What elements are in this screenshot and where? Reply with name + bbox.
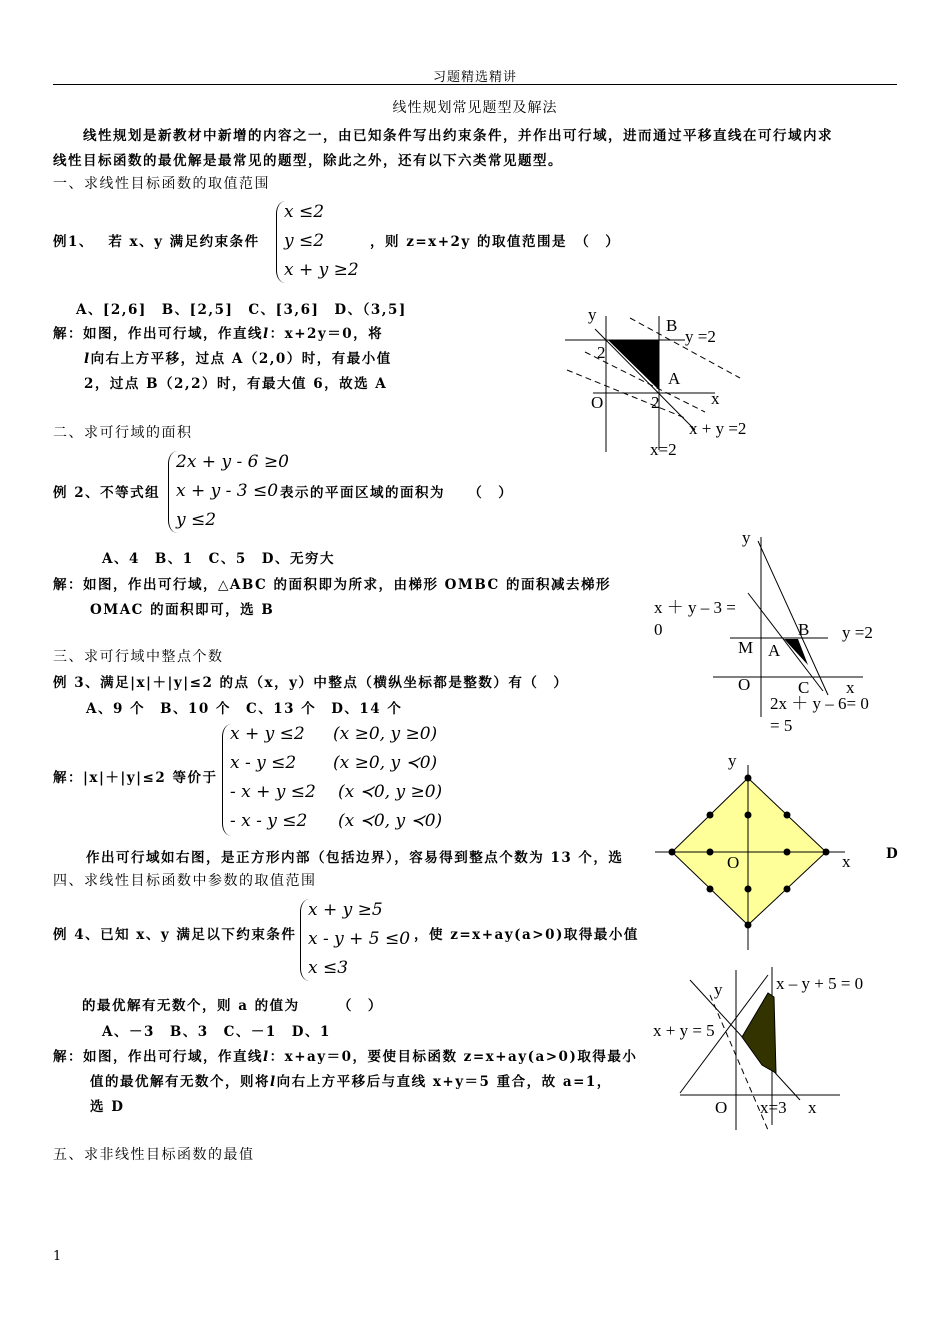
s2-solution-2: OMAC 的面积即可，选 B: [90, 602, 275, 618]
s4-solution-1: [53, 1045, 637, 1065]
s4-label-line3: x=3: [760, 1098, 787, 1117]
s4-eq-2: x - y + 5 ≤0: [308, 929, 411, 949]
s3-solution-2: 作出可行域如右图，是正方形内部（包括边界），容易得到整点个数为 13 个，选: [86, 850, 624, 866]
s1-label-linexy: x + y =2: [689, 419, 747, 438]
s3-eq-4: - x - y ≤2: [230, 811, 308, 831]
s4-options: A、－3 B、3 C、－1 D、1: [102, 1024, 331, 1040]
s2-label-a: A: [768, 641, 781, 660]
s1-label-b: B: [666, 316, 678, 335]
s1-figure: [555, 300, 795, 462]
pt-0-2: [745, 775, 752, 782]
s1-sol1b-text: ：x+2y＝0，将: [269, 326, 384, 342]
s4-sol1b-text: ：x+ay＝0，要使目标函数 z=x+ay(a>0)取得最小: [269, 1049, 638, 1065]
pt-1-0: [784, 849, 791, 856]
s1-sol1-text: 解：如图，作出可行域，作直线: [53, 326, 263, 342]
s1-example-tail: ，则 z=x+2y 的取值范围是 （ ）: [370, 234, 621, 250]
s1-sol1-l: l: [263, 326, 270, 342]
s1-label-2y: 2: [597, 343, 606, 362]
s1-eq-1: x ≤2: [284, 202, 325, 222]
s1-label-liney: y =2: [685, 327, 716, 346]
pt-2-0: [823, 849, 830, 856]
intro-line-1: 线性规划是新教材中新增的内容之一，由已知条件写出约束条件，并作出可行域，进而通过平移直线在可行域内求: [53, 128, 833, 144]
s2-heading: 二、求可行域的面积: [53, 425, 193, 441]
s4-example-tail: ，使 z=x+ay(a>0)取得最小值: [414, 927, 639, 943]
pt-0-m1: [745, 886, 752, 893]
pt-0-1: [745, 812, 752, 819]
s2-label-b: B: [798, 620, 810, 639]
s2-line-xy3: [748, 593, 823, 691]
s3-eq-1: x + y ≤2: [230, 724, 305, 744]
s2-line-2x: [758, 541, 828, 695]
s3-figure: [650, 745, 860, 955]
s3-label-x: x: [842, 852, 851, 871]
s4-figure: [650, 965, 890, 1135]
s3-heading: 三、求可行域中整点个数: [53, 649, 224, 665]
s2-label-c: C: [798, 678, 810, 697]
pt-m2-0: [669, 849, 676, 856]
s1-eq-3: x + y ≥2: [284, 260, 359, 280]
pt-1-1: [784, 812, 791, 819]
s4-example: 例 4、已知 x、y 满足以下约束条件: [53, 927, 297, 943]
s2-label-line2b: = 5: [770, 716, 793, 735]
s4-sol2a-text: 值的最优解有无数个，则将: [90, 1074, 270, 1090]
intro-line-2: 线性目标函数的最优解是最常见的题型，除此之外，还有以下六类常见题型。: [53, 153, 563, 169]
s2-eq-2: x + y - 3 ≤0: [176, 481, 279, 501]
s3-label-o: O: [727, 853, 740, 872]
s1-options: A、[2,6] B、[2,5] C、[3,6] D、（3,5]: [76, 302, 407, 318]
s1-label-2x: 2: [651, 393, 660, 412]
s4-solution-2: [90, 1070, 612, 1090]
s2-example-tail: 表示的平面区域的面积为 （ ）: [280, 485, 514, 501]
pt-1-m1: [784, 886, 791, 893]
s3-cond-2: (x ≥0, y ≺0): [333, 753, 438, 773]
s2-label-line1b: 0: [654, 620, 663, 639]
s3-label-y: y: [728, 751, 737, 770]
doc-title: 线性规划常见题型及解法: [392, 100, 558, 116]
s1-feasible-region: [608, 340, 659, 390]
s1-label-o: O: [591, 393, 604, 412]
s4-eq-1: x + y ≥5: [308, 900, 383, 920]
s2-options: A、4 B、1 C、5 D、无穷大: [102, 551, 336, 567]
s1-example: 例1、 若 x、y 满足约束条件: [53, 234, 260, 250]
s4-heading: 四、求线性目标函数中参数的取值范围: [53, 873, 317, 889]
s2-example: 例 2、不等式组: [53, 485, 161, 501]
s1-heading: 一、求线性目标函数的取值范围: [53, 176, 270, 192]
s1-solution-1: [53, 322, 383, 342]
s4-label-line2: x + y = 5: [653, 1021, 715, 1040]
s1-eq-2: y ≤2: [284, 231, 325, 251]
page-header: 习题精选精讲: [432, 70, 517, 85]
s2-solution-1: 解：如图，作出可行域，△ABC 的面积即为所求，由梯形 OMBC 的面积减去梯形: [53, 577, 611, 593]
s4-sol1-l: l: [263, 1049, 270, 1065]
s1-solution-2: [84, 347, 392, 367]
s1-sol2-l: l: [84, 351, 91, 367]
s3-example: 例 3、满足|x|＋|y|≤2 的点（x，y）中整点（横纵坐标都是整数）有（ ）: [53, 675, 569, 691]
s3-options: A、9 个 B、10 个 C、13 个 D、14 个: [86, 701, 403, 717]
s1-sol2-text: 向右上方平移，过点 A（2,0）时，有最小值: [90, 351, 392, 367]
s2-eq-1: 2x + y - 6 ≥0: [176, 452, 289, 472]
s4-example-2: 的最优解有无数个，则 a 的值为 （ ）: [82, 998, 383, 1014]
s2-label-liney: y =2: [842, 623, 873, 642]
page-number: 1: [53, 1249, 62, 1264]
s1-label-y: y: [588, 305, 597, 324]
s3-solution: 解：|x|＋|y|≤2 等价于: [53, 770, 218, 786]
s2-eq-3: y ≤2: [176, 510, 217, 530]
s3-eq-3: - x + y ≤2: [230, 782, 316, 802]
s2-label-x: x: [846, 678, 855, 697]
header-rule: [53, 84, 897, 85]
s3-solution-2-tail: D: [886, 846, 900, 862]
s1-solution-3: 2，过点 B（2,2）时，有最大值 6，故选 A: [84, 376, 388, 392]
s1-label-linex: x=2: [650, 440, 677, 459]
s4-sol2-l: l: [270, 1074, 277, 1090]
s2-label-m: M: [738, 638, 754, 657]
s3-cond-3: (x ≺0, y ≥0): [338, 782, 443, 802]
s2-figure: [648, 525, 898, 740]
pt-0-m2: [745, 922, 752, 929]
s1-label-x: x: [711, 389, 720, 408]
s4-label-line1: x – y + 5 = 0: [776, 974, 864, 993]
s4-label-o: O: [715, 1098, 728, 1117]
pt-m1-m1: [707, 886, 714, 893]
pt-m1-1: [707, 812, 714, 819]
s3-cond-4: (x ≺0, y ≺0): [338, 811, 443, 831]
s4-sol1-text: 解：如图，作出可行域，作直线: [53, 1049, 263, 1065]
s2-label-o: O: [738, 675, 751, 694]
s3-eq-2: x - y ≤2: [230, 753, 297, 773]
s1-label-a: A: [668, 369, 681, 388]
s4-solution-3: 选 D: [90, 1099, 125, 1115]
s2-label-line1a: x ＋ y – 3 =: [654, 598, 736, 617]
s4-label-x: x: [808, 1098, 817, 1117]
s4-eq-3: x ≤3: [308, 958, 349, 978]
s2-label-y: y: [742, 528, 751, 547]
s2-label-line2a: 2x ＋ y – 6= 0: [770, 694, 869, 713]
s4-label-y: y: [714, 980, 723, 999]
s3-cond-1: (x ≥0, y ≥0): [333, 724, 438, 744]
s5-heading: 五、求非线性目标函数的最值: [53, 1147, 255, 1163]
s4-sol2b-text: 向右上方平移后与直线 x+y＝5 重合，故 a=1，: [276, 1074, 612, 1090]
s4-feasible-region: [742, 993, 776, 1073]
pt-m1-0: [707, 849, 714, 856]
